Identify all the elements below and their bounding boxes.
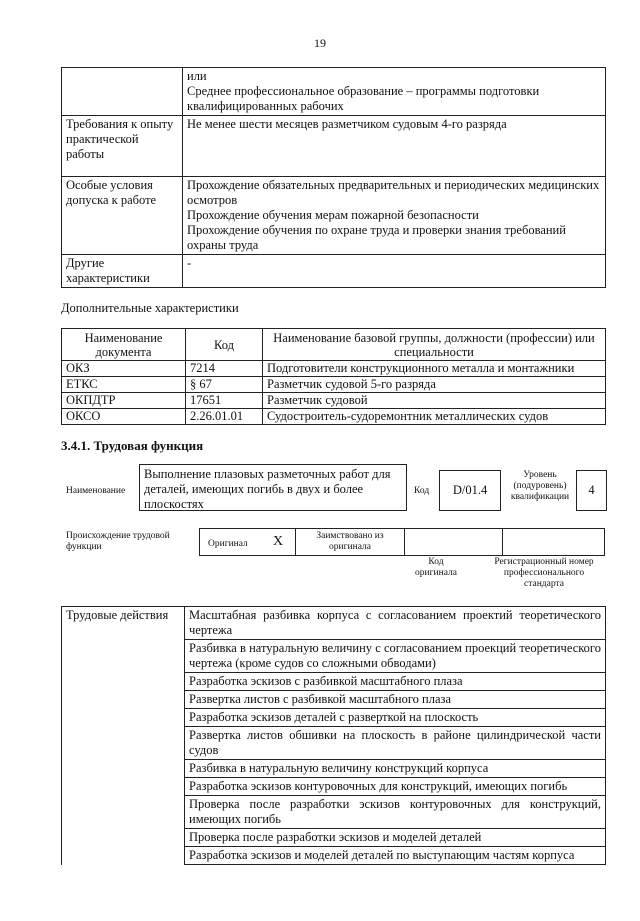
- original-mark: X: [273, 534, 284, 549]
- labor-action-item: Разработка эскизов с разбивкой масштабного плаза: [185, 673, 606, 691]
- table-cell: Подготовители конструкционного металла и монтажники: [263, 361, 606, 377]
- table-row: [62, 409, 606, 425]
- origin-cell-reg: [502, 528, 605, 556]
- table-row: [62, 68, 606, 116]
- function-code-value: D/01.4: [439, 470, 501, 511]
- table-row: [62, 361, 606, 377]
- borrowed-label: Заимствовано из оригинала: [316, 531, 384, 552]
- column-header: Код: [186, 329, 263, 361]
- table-header-row: [62, 329, 606, 361]
- table-cell: Разметчик судовой 5-го разряда: [263, 377, 606, 393]
- table-cell: ОКЗ: [62, 361, 186, 377]
- column-header: Наименование базовой группы, должности (профессии) или специальности: [263, 329, 606, 361]
- requirement-line: или: [187, 69, 207, 83]
- requirement-label: [62, 68, 183, 116]
- requirement-line: Прохождение обязательных предварительных и периодических медицинских осмотров: [187, 178, 600, 207]
- labor-action-item: Проверка после разработки эскизов и моделей деталей: [185, 829, 606, 847]
- labor-action-item: Разбивка в натуральную величину с согласованием проекций теоретического чертежа (кроме судов со сложными обводами): [185, 640, 606, 673]
- table-cell: 7214: [186, 361, 263, 377]
- table-row: [62, 393, 606, 409]
- table-row: [62, 377, 606, 393]
- page-number: 19: [314, 36, 326, 50]
- additional-characteristics-title: Дополнительные характеристики: [61, 301, 239, 315]
- origin-cell-original: [199, 528, 296, 556]
- table-cell: ОКСО: [62, 409, 186, 425]
- labor-action-item: Развертка листов обшивки на плоскость в районе цилиндрической части судов: [185, 727, 606, 760]
- function-code-label: Код: [414, 486, 430, 496]
- requirement-line: Среднее профессиональное образование – программы подготовки квалифицированных рабочих: [187, 84, 540, 113]
- requirement-line: Прохождение обучения по охране труда и проверки знания требований охраны труда: [187, 223, 566, 252]
- qualification-level-value: 4: [576, 470, 607, 511]
- table-row: [62, 116, 606, 177]
- registration-number-label: Регистрационный номер профессионального стандарта: [494, 557, 594, 589]
- code-original-label: Код оригинала: [415, 557, 457, 578]
- requirement-label: Требования к опыту практической работы: [62, 116, 183, 177]
- labor-action-item: Развертка листов с разбивкой масштабного плаза: [185, 691, 606, 709]
- labor-action-item: Разработка эскизов контуровочных для конструкций, имеющих погибь: [185, 778, 606, 796]
- table-cell: 2.26.01.01: [186, 409, 263, 425]
- labor-action-item: Проверка после разработки эскизов контуровочных для конструкций, имеющих погибь: [185, 796, 606, 829]
- requirement-line: Не менее шести месяцев разметчиком судовым 4-го разряда: [187, 117, 507, 131]
- labor-action-item: Разбивка в натуральную величину конструкций корпуса: [185, 760, 606, 778]
- table-cell: Судостроитель-судоремонтник металлических судов: [263, 409, 606, 425]
- additional-characteristics-table: [61, 328, 606, 425]
- origin-label: Происхождение трудовой функции: [66, 531, 170, 552]
- function-name-label: Наименование: [66, 486, 126, 496]
- labor-action-item: Масштабная разбивка корпуса с согласованием проектий теоретического чертежа: [185, 607, 606, 640]
- table-cell: Разметчик судовой: [263, 393, 606, 409]
- requirement-value: [183, 177, 606, 255]
- qualification-level-label: Уровень (подуровень) квалификации: [510, 470, 570, 502]
- origin-cell-code: [404, 528, 503, 556]
- requirement-value: [183, 116, 606, 177]
- labor-actions-table: [61, 606, 606, 865]
- table-cell: ОКПДТР: [62, 393, 186, 409]
- labor-actions-label: Трудовые действия: [62, 607, 185, 865]
- requirement-label: Особые условия допуска к работе: [62, 177, 183, 255]
- original-label: Оригинал: [208, 539, 248, 549]
- requirement-value: [183, 255, 606, 288]
- table-row: [62, 177, 606, 255]
- table-cell: § 67: [186, 377, 263, 393]
- requirement-value: [183, 68, 606, 116]
- column-header: Наименование документа: [62, 329, 186, 361]
- labor-action-item: Разработка эскизов и моделей деталей по выступающим частям корпуса: [185, 847, 606, 865]
- requirements-table: [61, 67, 606, 288]
- labor-action-item: Разработка эскизов деталей с разверткой на плоскость: [185, 709, 606, 727]
- table-row: [62, 607, 606, 640]
- function-name-value: Выполнение плазовых разметочных работ для деталей, имеющих погибь в двух и более плоскостях: [139, 464, 407, 511]
- requirement-line: Прохождение обучения мерам пожарной безопасности: [187, 208, 479, 222]
- table-row: [62, 255, 606, 288]
- table-cell: ЕТКС: [62, 377, 186, 393]
- origin-cell-borrowed: [295, 528, 405, 556]
- table-cell: 17651: [186, 393, 263, 409]
- requirement-label: Другие характеристики: [62, 255, 183, 288]
- requirement-line: -: [187, 256, 192, 270]
- section-title: 3.4.1. Трудовая функция: [61, 438, 204, 453]
